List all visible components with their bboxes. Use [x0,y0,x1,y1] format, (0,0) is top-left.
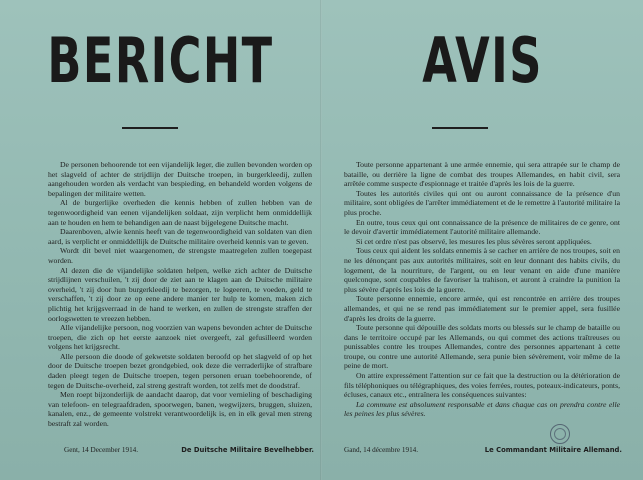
french-paragraph: Si cet ordre n'est pas observé, les mesures les plus sévères seront appliquées. [356,236,592,246]
french-title-rule [432,127,488,129]
french-paragraph: Tous ceux qui aident les soldats ennemis à se cacher en arrière de nos troupes, soit en ne les dénonçant pas aux autorités militaires, soit en leur donnant des habits civils, du logement, de la nourriture, de l'argent, ou en leur venant en aide d'une manière quelconque, sont coupables de favoriser la trahison, et auront à craindre la punition la plus sévère d'après les lois de la guerre. [344,246,620,294]
dutch-title-rule [122,127,178,129]
dutch-paragraph: Daarenboven, alwie kennis heeft van de tegenwoordigheid van soldaten van dien aard, is verplicht er onmiddellijk de Duitsche militaire overheid kennis van te geven. [48,227,312,246]
french-paragraph: En outre, tous ceux qui ont connaissance de la présence de militaires de ce genre, ont le devoir d'avertir immédiatement l'autorité militaire allemande. [344,217,620,237]
dutch-paragraph: Al dezen die de vijandelijke soldaten helpen, welke zich achter de Duitsche strijdlijnen verschuilen, 't zij door de ziet aan te klagen aan de Duitsche militaire overheid, 't zij door hun burgerkleedij te bezorgen, te logeeren, te voeden, geld te verschaffen, 't zij door ze op eene andere manier ter hulp te komen, maken zich plichtig het krijgsverraad in de hand te werken, en zullen de strengste straffen der oorlogswetten te vreezen hebben. [48,265,312,323]
french-paragraph: Toute personne ennemie, encore armée, qui est rencontrée en arrière des troupes allemandes, et qui ne se rend pas immédiatement sur le premier appel, sera fusillée d'après les droits de la guerre. [344,294,620,323]
dutch-body [48,160,312,429]
french-column [322,0,643,480]
dutch-paragraph: Al de burgerlijke overheden die kennis hebben of zullen hebben van de tegenwoordigheid van eenen vijandelijken soldaat, zijn verplicht hem onmiddellijk aan te houden en hem te behandigen aan de naast bijgelegene Duitsche macht. [48,198,312,227]
dutch-date: Gent, 14 December 1914. [64,446,139,454]
french-signature: Le Commandant Militaire Allemand. [484,446,622,454]
dutch-signature: De Duitsche Militaire Bevelhebber. [181,446,314,454]
dutch-column [0,0,321,480]
french-date: Gand, 14 décembre 1914. [344,446,419,454]
french-paragraph-final: La commune est absolument responsable et dans chaque cas on prendra contre elle les peines les plus sévères. [344,399,620,419]
french-paragraph: Toute personne qui dépouille des soldats morts ou blessés sur le champ de bataille ou dans le territoire occupé par les Allemands, ou qui commet des actions traîtreuses ou punissables contre les troupes Allemandes, contre des personnes appartenant à cette troupe, ou contre une autorité Allemande, sera punie bien sévèrement, voir même de la peine de mort. [344,323,620,371]
dutch-paragraph: Alle persoon die doode of gekwetste soldaten beroofd op het slagveld of op het door de Duitsche troepen bezet grondgebied, ook deze die verraderlijke of strafbare daden pleegt tegen de Duitsche troepen, tegen personen eruan toebehoorende, of tegen de Duitsche-overheid, zal streng gestraft worden, tot zelfs met de doodstraf. [48,351,312,390]
dutch-paragraph: Alle vijandelijke persoon, nog voorzien van wapens bevonden achter de Duitsche troepen, die zich op het eerste aanzoek niet overgeeft, zal gefusilleerd worden volgens het krijgsrecht. [48,323,312,352]
library-stamp [550,424,570,444]
french-paragraph: On attire expressément l'attention sur ce fait que la destruction ou la détérioration de fils téléphoniques ou télégraphiques, des voies ferrées, routes, poteaux-indicateurs, ponts, écluses, canaux etc., entraînera les conséquences suivantes: [344,371,620,400]
french-paragraph: Toute personne appartenant à une armée ennemie, qui sera attrapée sur le champ de bataille, ou derrière la ligne de combat des troupes Allemandes, en habit civil, sera arrêtée comme suspecte d'espionnage et traitée d'après les lois de la guerre. [344,160,620,189]
dutch-paragraph: De personen behoorende tot een vijandelijk leger, die zullen bevonden worden op het slagveld of achter de strijdlijn der Duitsche troepen, in burgerkleedij, zullen aangehouden worden als verdacht van bespieding, en behandeld worden volgens de bepalingen der militaire wetten. [48,160,312,198]
dutch-paragraph: Wordt dit bevel niet waargenomen, de strengste maatregelen zullen toegepast worden. [48,246,312,265]
french-body [344,160,620,419]
dutch-paragraph: Men roept bijzonderlijk de aandacht daarop, dat voor vernieling of beschadiging van telefoon- en telegraafdraden, spoorwegen, banen, wegwijzers, bruggen, sluizen, kanalen, enz., de gemeente volstrekt verantwoordelijk is, en in elk geval men streng bestraft zal worden. [48,390,312,429]
french-title: AVIS [422,24,543,97]
dutch-title: BERICHT [47,24,274,97]
french-paragraph: Toutes les autorités civiles qui ont ou auront connaissance de la présence d'un militaire, sont obligées de l'arrêter immédiatement et de le remettre à l'autorité militaire la plus proche. [344,188,620,217]
